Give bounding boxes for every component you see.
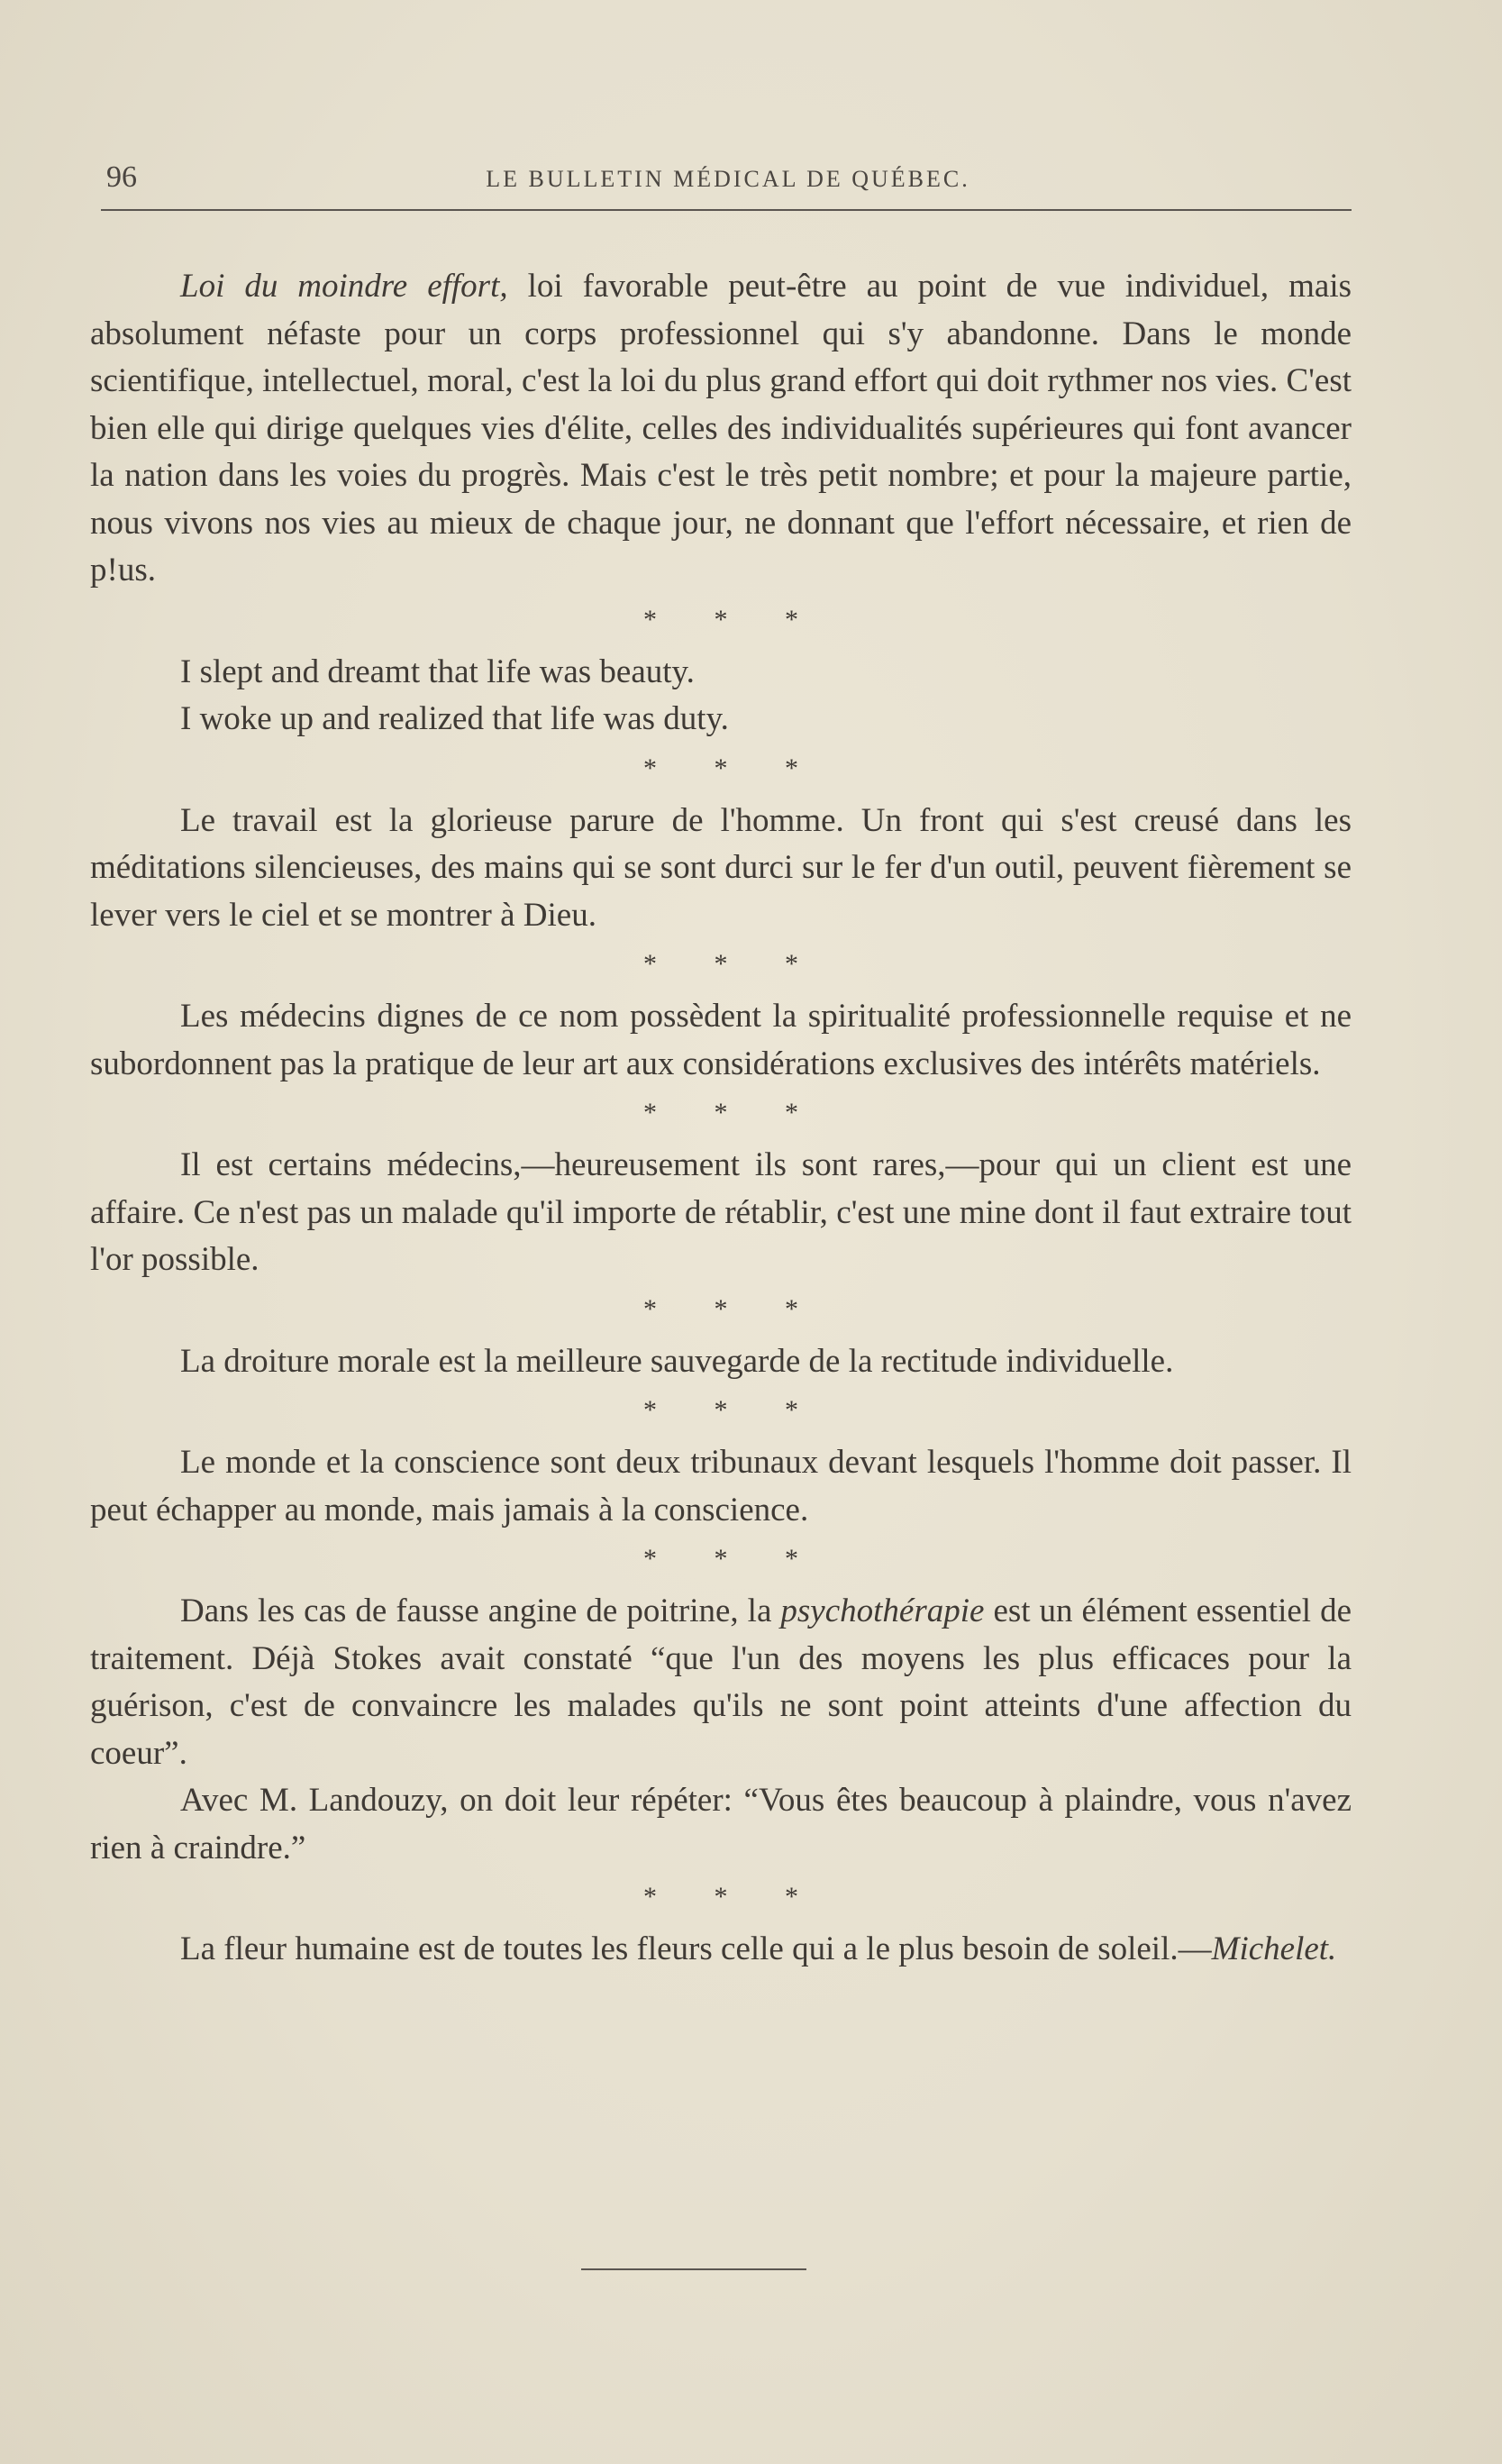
paragraph-landouzy: Avec M. Landouzy, on doit leur répéter: “Vous êtes beaucoup à plaindre, vous n'avez rien à craindre.” — [90, 1782, 1352, 1866]
paragraph-certains-medecins: Il est certains médecins,—heureusement ils sont rares,—pour qui un client est une affaire. Ce n'est pas un malade qu'il importe de rétablir, c'est une mine dont il faut extraire tout l'or possible. — [90, 1146, 1352, 1278]
italic-lead: Loi du moindre effort, — [180, 268, 508, 305]
paragraph-monde-conscience: Le monde et la conscience sont deux tribunaux devant lesquels l'homme doit passer. Il peut échapper au monde, mais jamais à la conscience. — [90, 1444, 1352, 1529]
separator-stars: * * * — [643, 1293, 824, 1324]
poem-line-1: I slept and dreamt that life was beauty. — [180, 653, 695, 690]
separator-stars: * * * — [643, 1544, 824, 1574]
end-rule — [581, 2268, 806, 2270]
separator-stars: * * * — [643, 753, 824, 783]
separator-stars: * * * — [643, 1098, 824, 1127]
header-rule — [101, 209, 1352, 211]
separator-stars: * * * — [643, 604, 824, 634]
separator-stars: * * * — [643, 1395, 824, 1425]
italic-term: psychothérapie — [780, 1592, 985, 1629]
page-header — [106, 160, 1350, 205]
separator-stars: * * * — [643, 949, 824, 979]
paragraph-droiture: La droiture morale est la meilleure sauvegarde de la rectitude individuelle. — [180, 1342, 1174, 1380]
paragraph-angine — [90, 1588, 1352, 1777]
poem-line-2: I woke up and realized that life was duty. — [180, 700, 729, 737]
page-number: 96 — [106, 160, 137, 194]
paragraph-medecins: Les médecins dignes de ce nom possèdent la spiritualité professionnelle requise et ne subordonnent pas la pratique de leur art aux considérations exclusives des intérêts matériels. — [90, 998, 1352, 1082]
paragraph-text: La fleur humaine est de toutes les fleurs celle qui a le plus besoin de soleil.— — [180, 1930, 1212, 1967]
paragraph-text: est un élément essentiel de traitement. Déjà Stokes avait constaté “que l'un des moyens les plus efficaces pour la guérison, c'est de convaincre les malades qu'ils ne sont point atteints d'une affection du coeur”. — [90, 1592, 1352, 1772]
paragraph-text: loi favorable peut-être au point de vue individuel, mais absolument néfaste pour un corps professionnel qui s'y abandonne. Dans le monde scientifique, intellectuel, moral, c'est la loi du plus grand effort qui doit rythmer nos vies. C'est bien elle qui dirige quelques vies d'élite, celles des individualités supérieures qui font avancer la nation dans les voies du progrès. Mais c'est le très petit nombre; et pour la majeure partie, nous vivons nos vies au mieux de chaque jour, ne donnant que l'effort nécessaire, et rien de p!us. — [90, 268, 1352, 589]
article-body — [90, 263, 1352, 1974]
separator-stars: * * * — [643, 1882, 824, 1912]
attribution: Michelet. — [1211, 1930, 1337, 1967]
paragraph-text: Dans les cas de fausse angine de poitrine, la — [180, 1592, 781, 1629]
paragraph-travail: Le travail est la glorieuse parure de l'homme. Un front qui s'est creusé dans les méditations silencieuses, des mains qui se sont durci sur le fer d'un outil, peuvent fièrement se lever vers le ciel et se montrer à Dieu. — [90, 801, 1352, 934]
paragraph-moindre-effort — [90, 263, 1352, 595]
paragraph-fleur — [90, 1926, 1352, 1974]
running-head: LE BULLETIN MÉDICAL DE QUÉBEC. — [486, 166, 970, 192]
